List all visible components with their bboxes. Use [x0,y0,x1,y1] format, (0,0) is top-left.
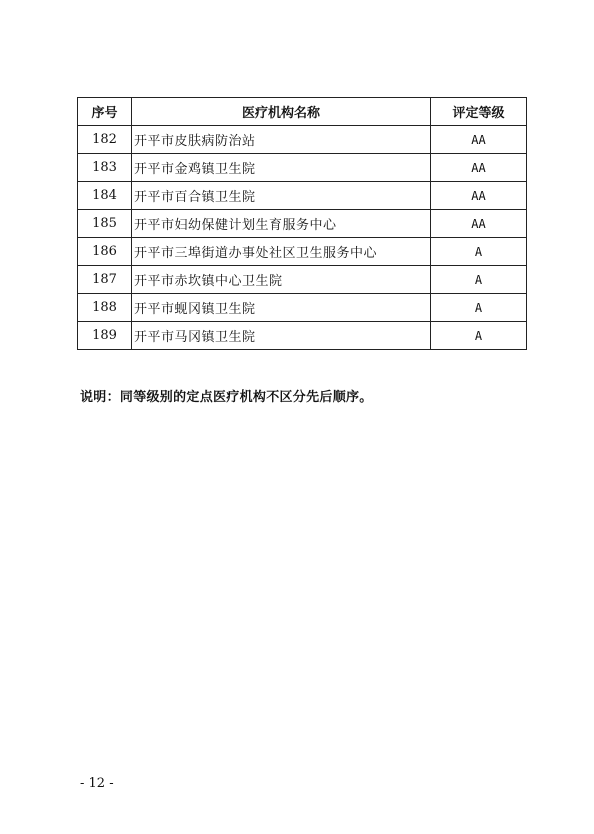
row-name: 开平市蚬冈镇卫生院 [132,294,431,322]
row-no: 189 [78,322,132,350]
row-no: 183 [78,154,132,182]
row-no: 182 [78,126,132,154]
table-row [78,322,527,350]
explanatory-note: 说明：同等级别的定点医疗机构不区分先后顺序。 [80,390,373,405]
table-row [78,210,527,238]
table-row [78,266,527,294]
institution-table [77,97,527,350]
table-row [78,126,527,154]
table-row [78,294,527,322]
row-grade: AA [431,182,527,210]
row-no: 187 [78,266,132,294]
row-grade: A [431,294,527,322]
row-grade: A [431,266,527,294]
row-name: 开平市金鸡镇卫生院 [132,154,431,182]
table-row [78,182,527,210]
row-no: 185 [78,210,132,238]
row-name: 开平市百合镇卫生院 [132,182,431,210]
institution-table-container [77,97,526,350]
row-grade: AA [431,154,527,182]
row-grade: A [431,238,527,266]
row-name: 开平市马冈镇卫生院 [132,322,431,350]
table-row [78,154,527,182]
header-no: 序号 [78,98,132,126]
header-row [78,98,527,126]
row-grade: AA [431,126,527,154]
table-body [78,126,527,350]
row-name: 开平市皮肤病防治站 [132,126,431,154]
page-number: - 12 - [80,776,114,791]
header-name: 医疗机构名称 [132,98,431,126]
row-no: 188 [78,294,132,322]
row-name: 开平市三埠街道办事处社区卫生服务中心 [132,238,431,266]
row-no: 186 [78,238,132,266]
header-grade: 评定等级 [431,98,527,126]
table-row [78,238,527,266]
row-grade: AA [431,210,527,238]
row-grade: A [431,322,527,350]
row-no: 184 [78,182,132,210]
row-name: 开平市妇幼保健计划生育服务中心 [132,210,431,238]
table-header [78,98,527,126]
row-name: 开平市赤坎镇中心卫生院 [132,266,431,294]
